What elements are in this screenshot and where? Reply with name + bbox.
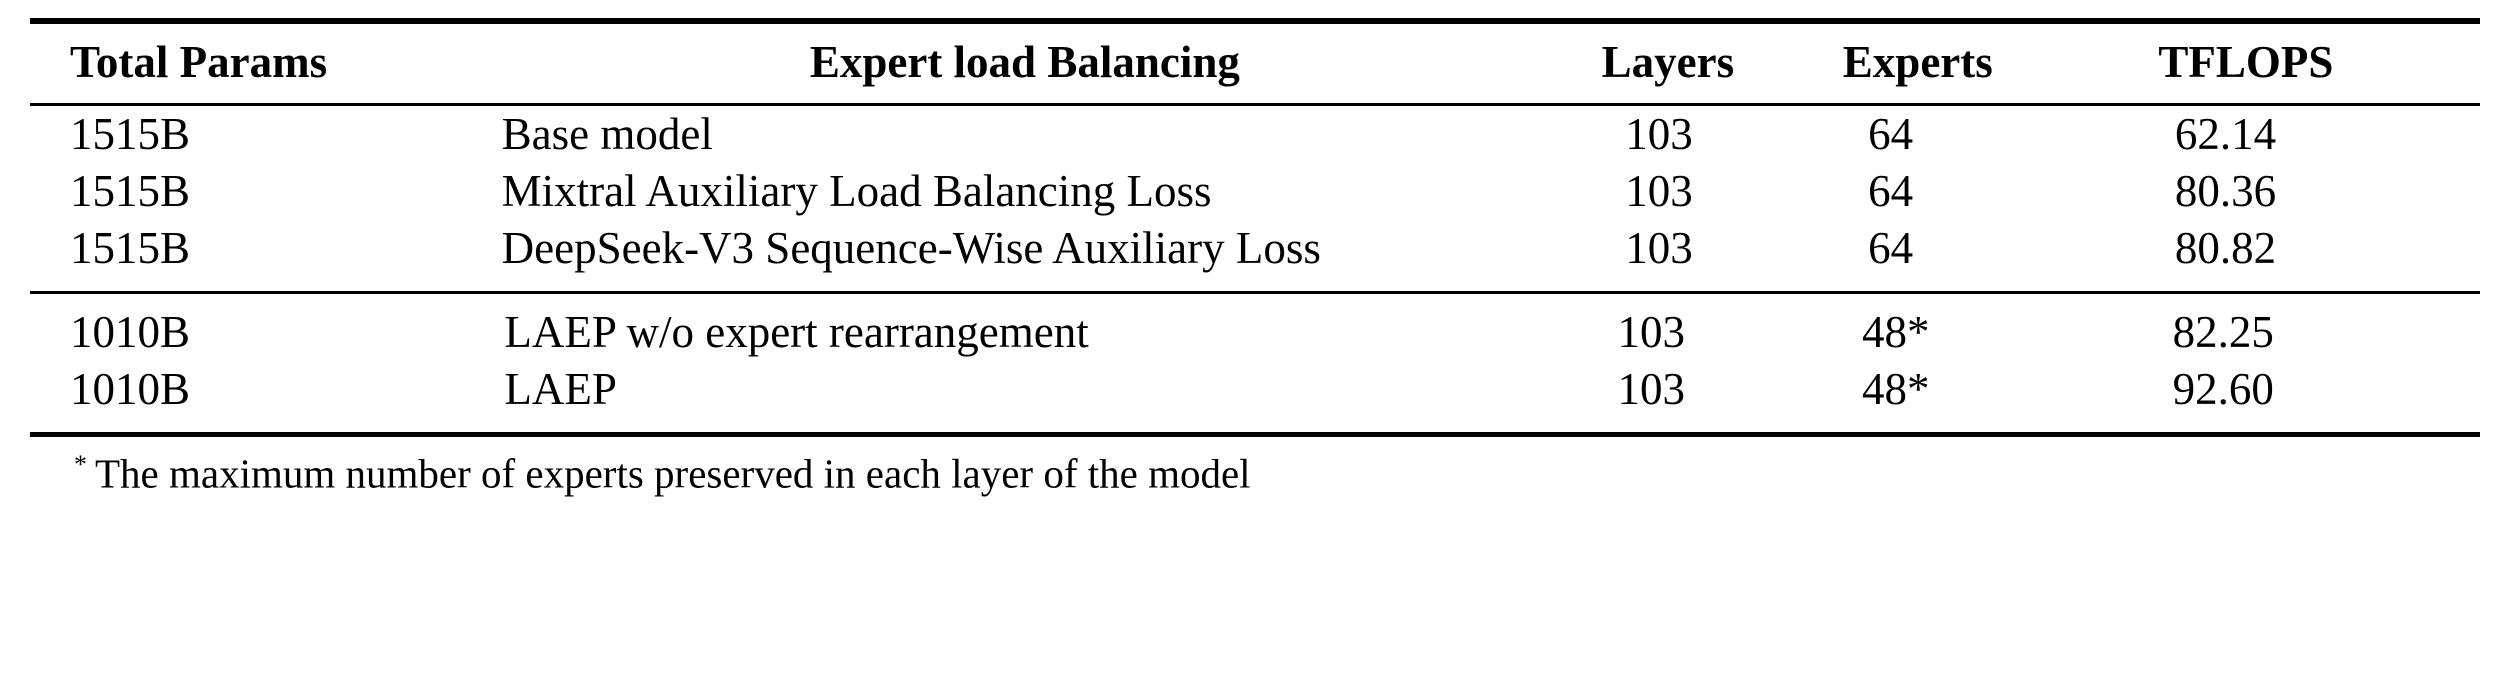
cell-layers: 103 bbox=[1625, 109, 1693, 159]
cell-tflops: 80.82 bbox=[2174, 223, 2277, 273]
results-table-body-group-1 bbox=[30, 106, 2480, 277]
cell-layers: 103 bbox=[1617, 364, 1685, 414]
table-header bbox=[30, 24, 2480, 103]
cell-total-params: 1515B bbox=[70, 109, 191, 159]
column-header-expert-load-balancing: Expert load Balancing bbox=[809, 37, 1240, 87]
table-footnote bbox=[30, 451, 2480, 497]
cell-total-params: 1515B bbox=[70, 166, 191, 216]
cell-balancing: Base model bbox=[501, 109, 713, 159]
cell-balancing: DeepSeek-V3 Sequence-Wise Auxiliary Loss bbox=[501, 223, 1321, 273]
column-header-total-params: Total Params bbox=[70, 37, 328, 87]
cell-experts: 64 bbox=[1868, 109, 1914, 159]
cell-experts: 48* bbox=[1862, 307, 1930, 357]
footnote-marker: * bbox=[74, 450, 87, 479]
cell-experts: 64 bbox=[1868, 223, 1914, 273]
cell-total-params: 1010B bbox=[70, 364, 191, 414]
cell-experts: 64 bbox=[1868, 166, 1914, 216]
cell-tflops: 80.36 bbox=[2174, 166, 2277, 216]
cell-tflops: 62.14 bbox=[2174, 109, 2277, 159]
table-body-laep bbox=[30, 294, 2480, 418]
cell-total-params: 1010B bbox=[70, 307, 191, 357]
table-bottom-rule bbox=[30, 432, 2480, 437]
cell-balancing: LAEP w/o expert rearrangement bbox=[504, 307, 1089, 357]
table-row bbox=[30, 106, 2480, 163]
footnote-text: The maximum number of experts preserved in each layer of the model bbox=[95, 450, 1251, 497]
cell-experts: 48* bbox=[1862, 364, 1930, 414]
cell-balancing: LAEP bbox=[504, 364, 617, 414]
results-table bbox=[30, 24, 2480, 103]
cell-balancing: Mixtral Auxiliary Load Balancing Loss bbox=[501, 166, 1212, 216]
table-header-row bbox=[30, 24, 2480, 103]
table-row bbox=[30, 361, 2480, 418]
table-body-baselines bbox=[30, 106, 2480, 277]
cell-layers: 103 bbox=[1625, 223, 1693, 273]
table-container bbox=[30, 18, 2480, 497]
table-row bbox=[30, 220, 2480, 277]
cell-layers: 103 bbox=[1617, 307, 1685, 357]
results-table-body-group-2 bbox=[30, 294, 2480, 418]
table-row bbox=[30, 163, 2480, 220]
column-header-layers: Layers bbox=[1601, 37, 1735, 87]
column-header-experts: Experts bbox=[1842, 37, 1993, 87]
cell-total-params: 1515B bbox=[70, 223, 191, 273]
cell-layers: 103 bbox=[1625, 166, 1693, 216]
table-row bbox=[30, 294, 2480, 361]
cell-tflops: 82.25 bbox=[2172, 307, 2274, 357]
column-header-tflops: TFLOPS bbox=[2158, 37, 2334, 87]
cell-tflops: 92.60 bbox=[2172, 364, 2274, 414]
